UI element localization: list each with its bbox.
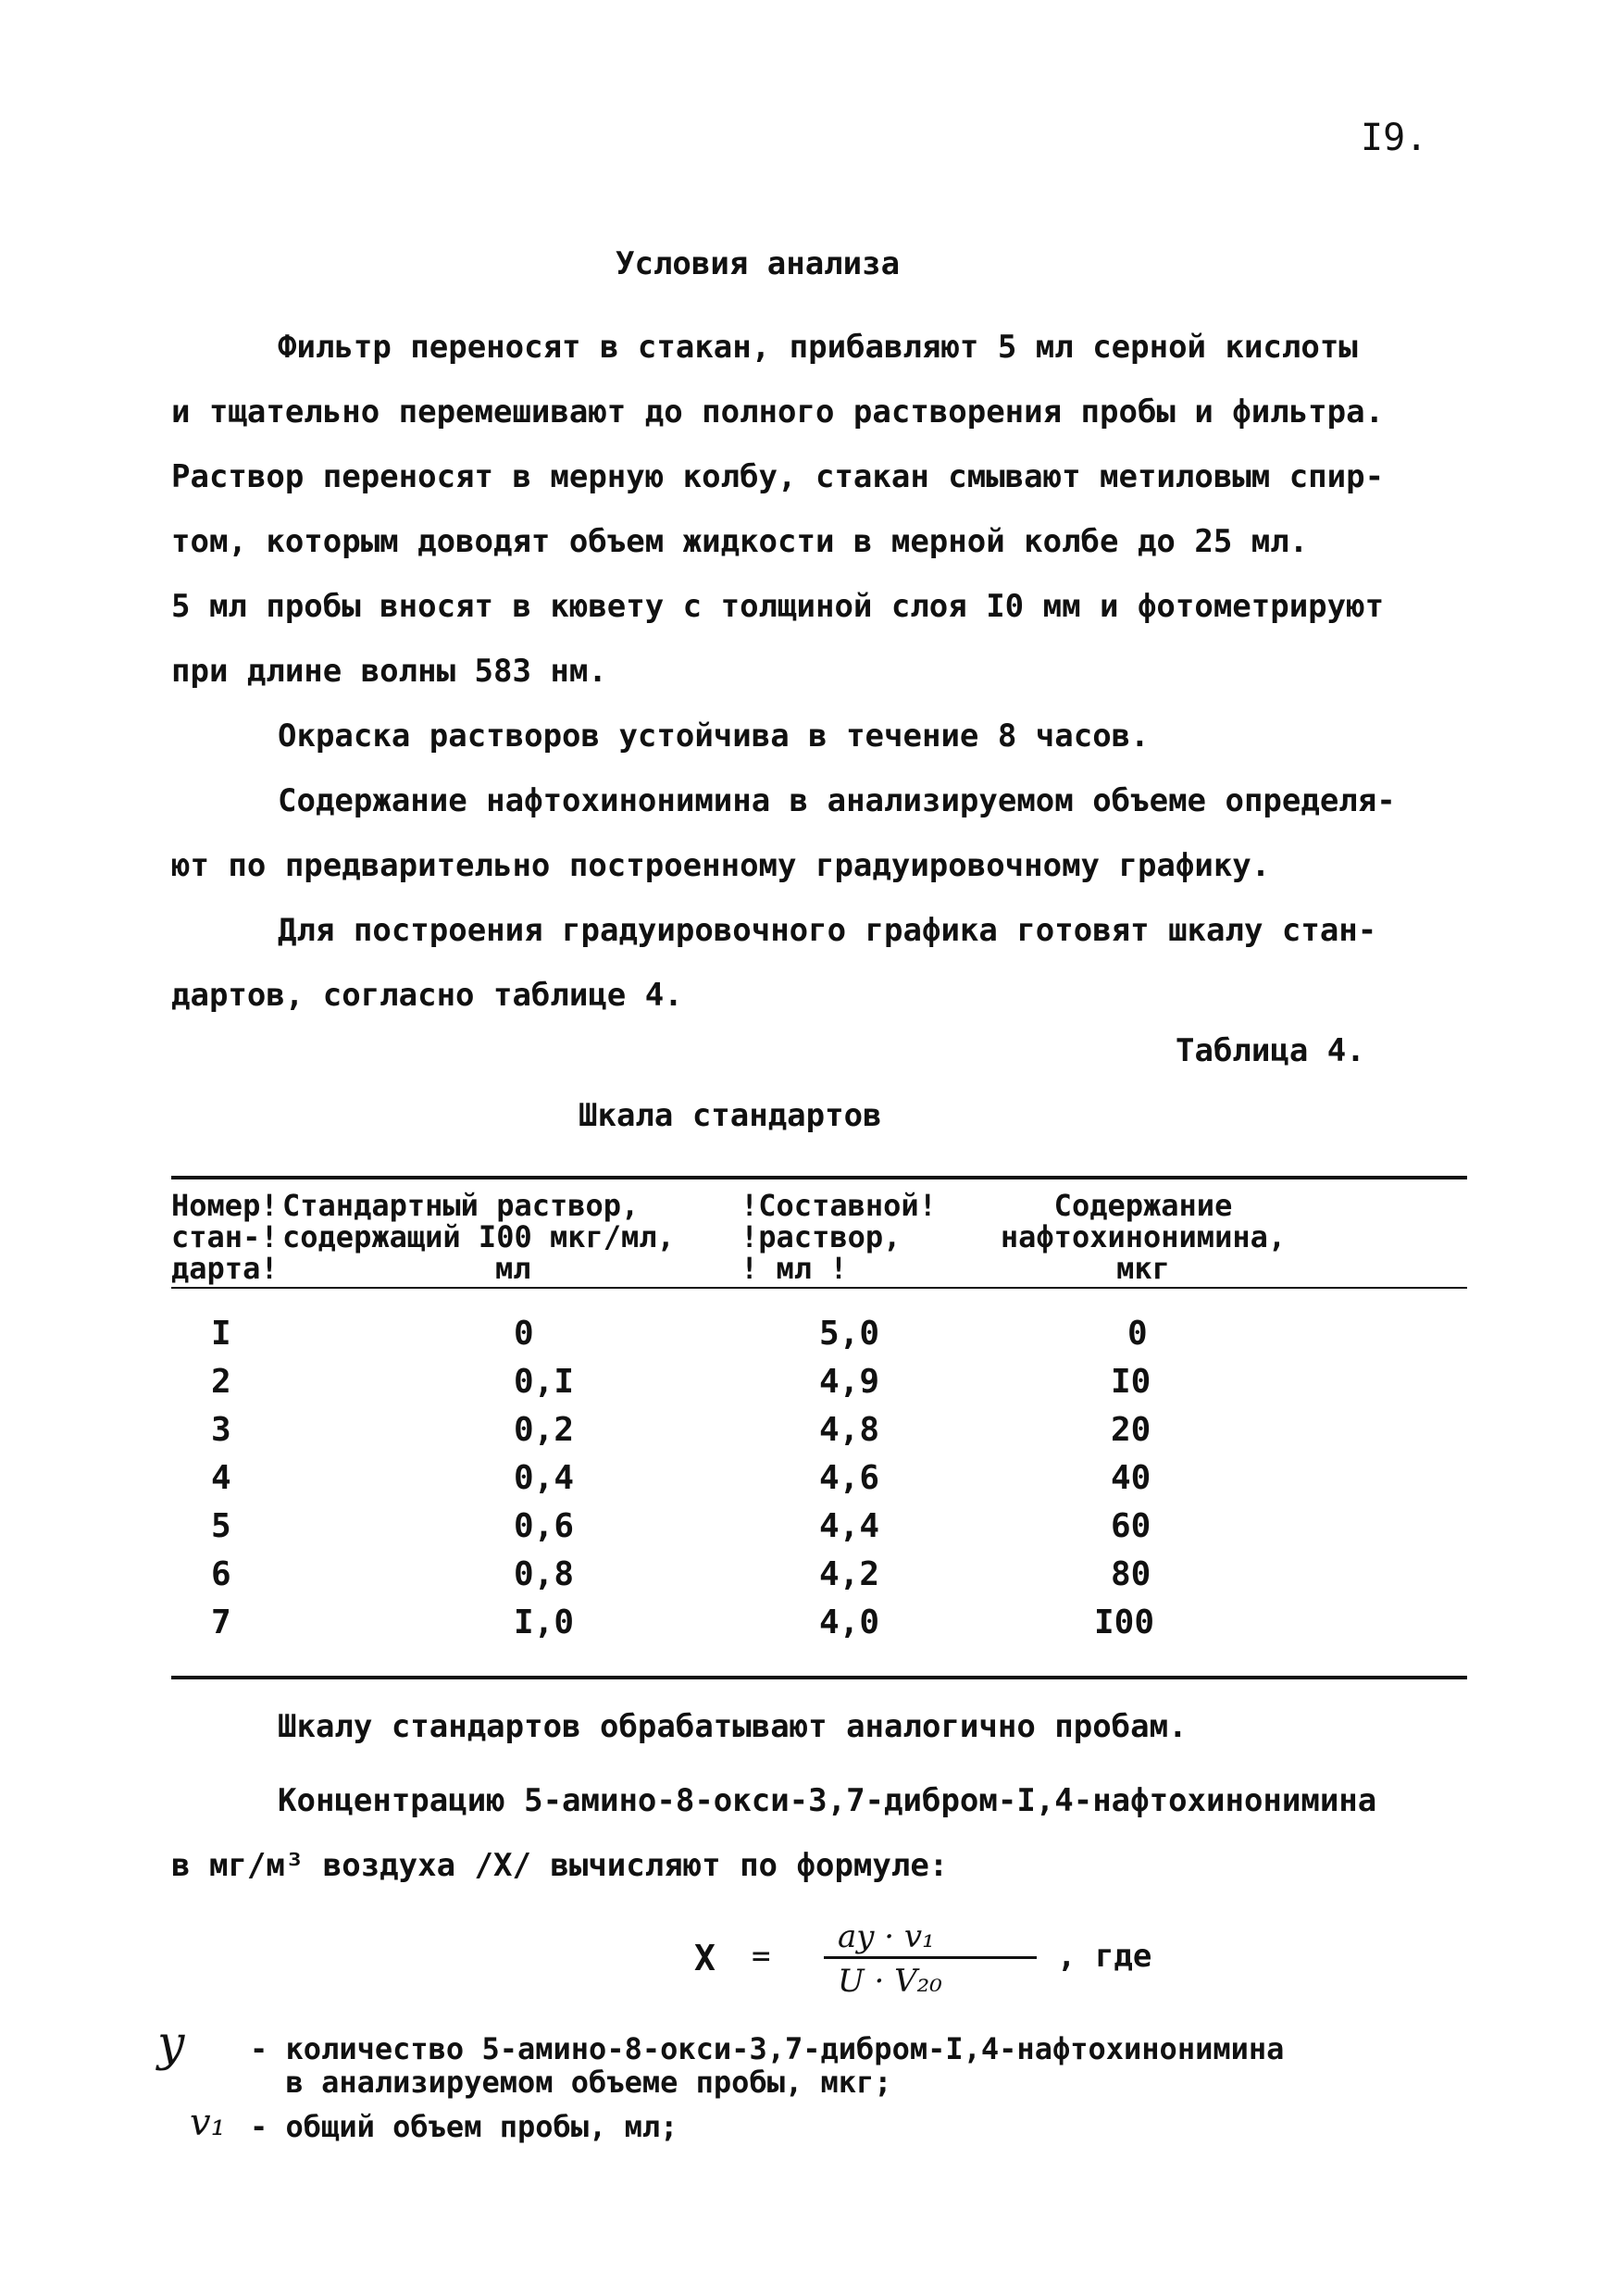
table-cell: 4,0 xyxy=(819,1603,880,1641)
table-cell: 3 xyxy=(211,1411,231,1449)
table-header-col1: Номер! стан-! дарта! xyxy=(171,1188,279,1286)
paragraph-line: в мг/м³ воздуха /X/ вычисляют по формуле: xyxy=(171,1847,949,1884)
paragraph-line: ют по предварительно построенному градуировочному графику. xyxy=(171,847,1271,884)
table-cell: 7 xyxy=(211,1603,231,1641)
table-cell: 40 xyxy=(1111,1459,1151,1497)
table-cell: I,0 xyxy=(514,1603,575,1641)
paragraph-line: Окраска растворов устойчива в течение 8 часов. xyxy=(278,718,1150,755)
table-cell: 4,2 xyxy=(819,1555,880,1593)
table-cell: 5 xyxy=(211,1507,231,1545)
formula-fraction-bar xyxy=(824,1956,1037,1959)
table-cell: 4,4 xyxy=(819,1507,880,1545)
paragraph-line: Для построения градуировочного графика готовят шкалу стан- xyxy=(278,912,1377,949)
table-cell: I0 xyxy=(1111,1363,1151,1401)
table-cell: I xyxy=(211,1315,231,1353)
section-title: Условия анализа xyxy=(616,245,901,282)
paragraph-line: 5 мл пробы вносят в кювету с толщиной слоя I0 мм и фотометрируют xyxy=(171,588,1385,625)
formula-numerator: ay · v₁ xyxy=(838,1918,935,1955)
paragraph-line: дартов, согласно таблице 4. xyxy=(171,977,683,1014)
table-cell: 80 xyxy=(1111,1555,1151,1593)
paragraph-line: том, которым доводят объем жидкости в мерной колбе до 25 мл. xyxy=(171,523,1309,560)
table-cell: 2 xyxy=(211,1363,231,1401)
legend-description: - количество 5-амино-8-окси-3,7-дибром-I,4-нафтохинонимина в анализируемом объеме пробы, мкг; xyxy=(250,2031,1285,2100)
table-cell: 4,9 xyxy=(819,1363,880,1401)
legend-symbol: y xyxy=(157,2016,185,2072)
table-header-rule xyxy=(171,1287,1467,1289)
table-cell: 6 xyxy=(211,1555,231,1593)
table-cell: 0,2 xyxy=(514,1411,575,1449)
table-title: Шкала стандартов xyxy=(579,1097,882,1134)
paragraph-line: Фильтр переносят в стакан, прибавляют 5 мл серной кислоты xyxy=(278,329,1358,366)
table-cell: 0 xyxy=(1127,1315,1148,1353)
formula-suffix: , где xyxy=(1057,1938,1152,1975)
paragraph-line: Концентрацию 5-амино-8-окси-3,7-дибром-I,4-нафтохинонимина xyxy=(278,1782,1377,1819)
table-cell: 20 xyxy=(1111,1411,1151,1449)
page-number: I9. xyxy=(1361,117,1428,159)
paragraph-line: Шкалу стандартов обрабатывают аналогично пробам. xyxy=(278,1708,1188,1745)
table-header-col3: !Составной! !раствор, ! мл ! xyxy=(741,1188,937,1286)
table-cell: 4,8 xyxy=(819,1411,880,1449)
table-cell: I00 xyxy=(1094,1603,1155,1641)
paragraph-line: Раствор переносят в мерную колбу, стакан смывают метиловым спир- xyxy=(171,458,1385,495)
table-header-col2: Стандартный раствор, содержащий I00 мкг/мл, мл xyxy=(282,1188,675,1286)
table-cell: 60 xyxy=(1111,1507,1151,1545)
table-cell: 0,I xyxy=(514,1363,575,1401)
table-bottom-rule xyxy=(171,1676,1467,1679)
formula-lhs: X xyxy=(694,1938,716,1978)
table-label: Таблица 4. xyxy=(1176,1032,1365,1069)
formula-equals: = xyxy=(752,1938,771,1975)
table-cell: 4,6 xyxy=(819,1459,880,1497)
table-cell: 4 xyxy=(211,1459,231,1497)
legend-description: - общий объем пробы, мл; xyxy=(250,2109,678,2144)
table-cell: 5,0 xyxy=(819,1315,880,1353)
paragraph-line: и тщательно перемешивают до полного растворения пробы и фильтра. xyxy=(171,393,1385,430)
table-top-rule xyxy=(171,1176,1467,1179)
paragraph-line: при длине волны 583 нм. xyxy=(171,653,607,690)
table-cell: 0,8 xyxy=(514,1555,575,1593)
table-header-col4: Содержание нафтохинонимина, мкг xyxy=(1000,1188,1287,1286)
table-cell: 0,4 xyxy=(514,1459,575,1497)
formula-denominator: U · V₂₀ xyxy=(838,1963,942,2000)
paragraph-line: Содержание нафтохинонимина в анализируемом объеме определя- xyxy=(278,782,1396,819)
table-cell: 0,6 xyxy=(514,1507,575,1545)
legend-symbol: v₁ xyxy=(190,2102,226,2144)
table-cell: 0 xyxy=(514,1315,534,1353)
